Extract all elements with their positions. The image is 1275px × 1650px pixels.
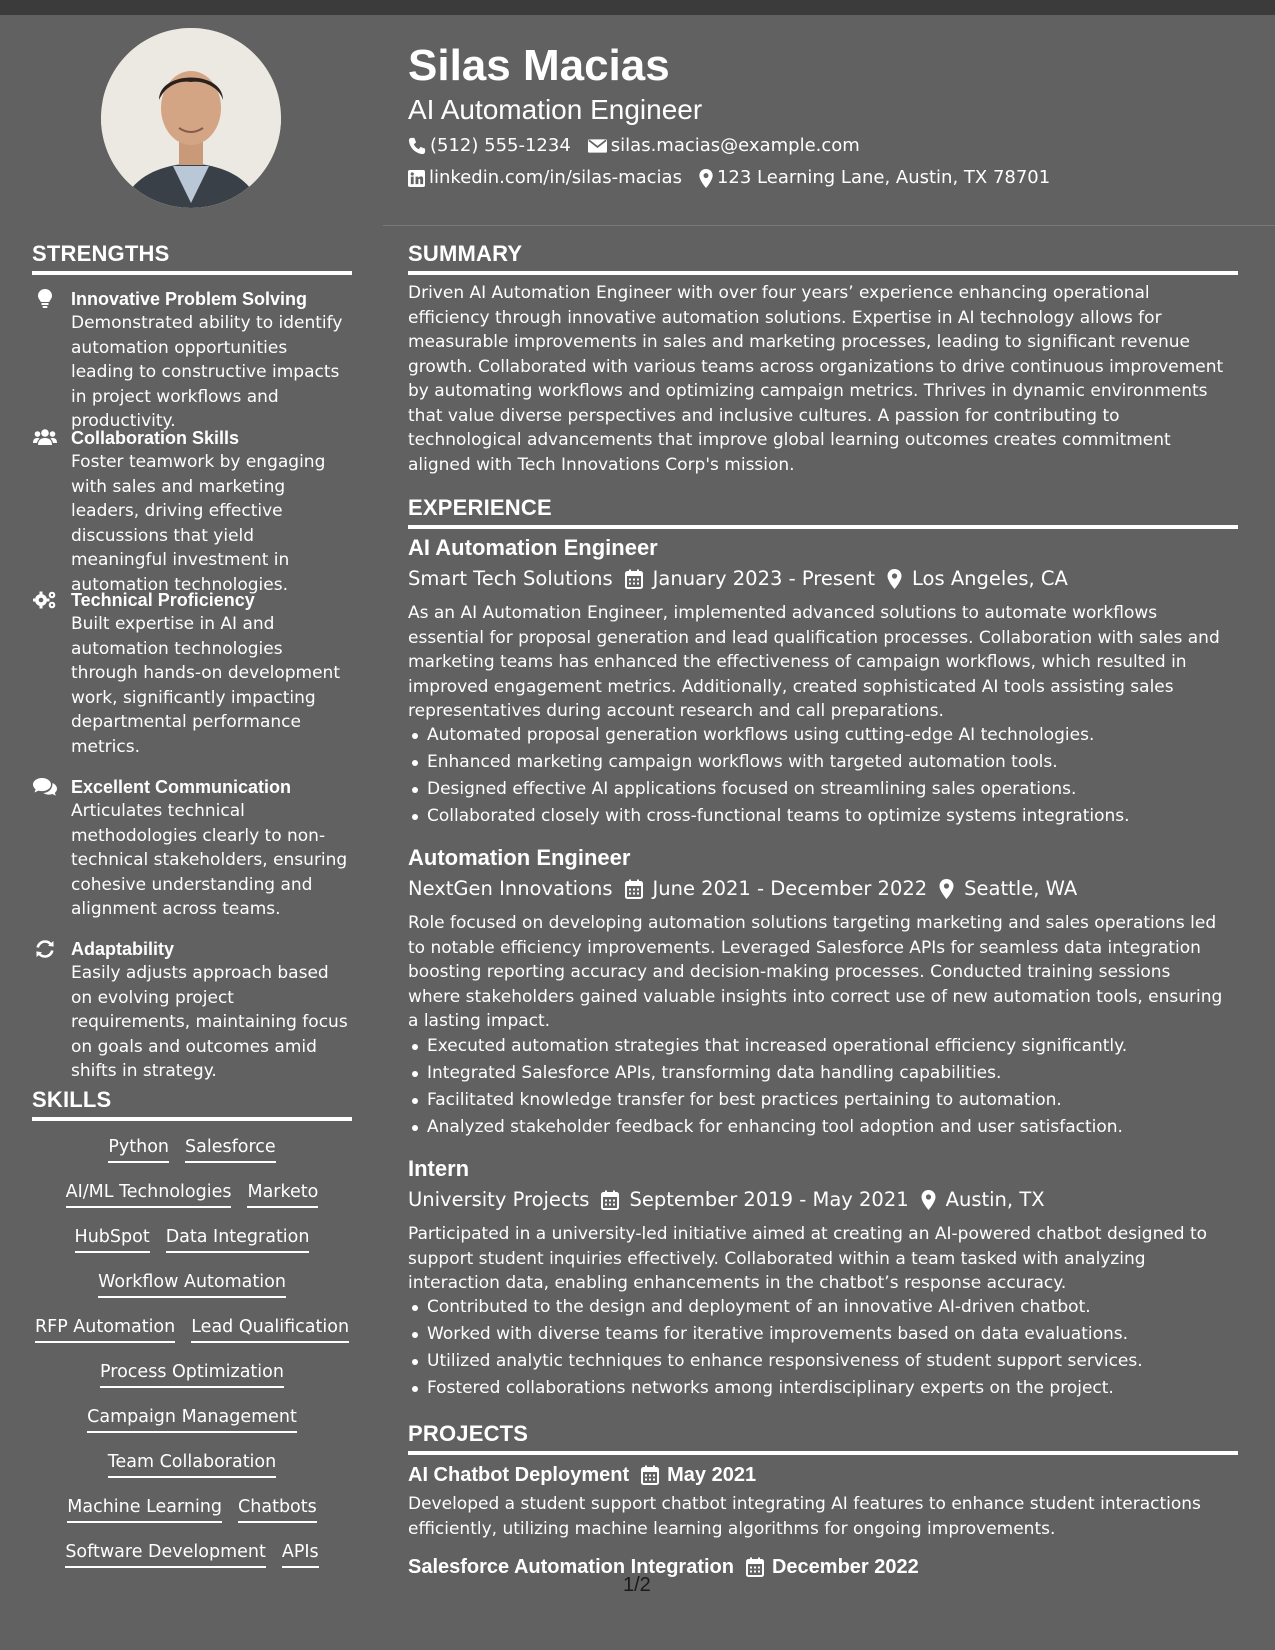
job-bullet: Enhanced marketing campaign workflows with targeted automation tools. <box>408 749 1228 776</box>
skills-row <box>32 1225 352 1253</box>
project-title-row <box>408 1554 919 1580</box>
address-contact <box>699 166 1050 190</box>
strength-desc: Easily adjusts approach based on evolving project requirements, maintaining focus on goals and outcomes amid shifts in strategy. <box>71 963 348 1081</box>
strength-desc: Articulates technical methodologies clearly to non-technical stakeholders, ensuring cohesive understanding and alignment across teams. <box>71 801 348 919</box>
job-bullets <box>408 1033 1228 1141</box>
project-title-row <box>408 1462 756 1488</box>
skills-row <box>32 1180 352 1208</box>
strength-item <box>32 426 352 597</box>
profile-photo <box>101 28 281 208</box>
skill-tag: Marketo <box>247 1180 318 1208</box>
calendar-icon <box>746 1557 764 1577</box>
job-meta <box>408 876 1077 902</box>
job-description: Role focused on developing automation solutions targeting marketing and sales operations led to notable efficiency improvements. Leveraged Salesforce APIs for seamless data integration boosting reporting accuracy and decision-making processes. Conducted training sessions where stakeholders gained valuable insights into correct use of new automation tools, ensuring a lasting impact. <box>408 913 1223 1031</box>
address-text: 123 Learning Lane, Austin, TX 78701 <box>716 167 1051 188</box>
linkedin-text: linkedin.com/in/silas-macias <box>429 167 682 188</box>
job-meta <box>408 1187 1045 1213</box>
contact-row-1 <box>408 134 877 158</box>
skills-row <box>32 1540 352 1568</box>
experience-heading: EXPERIENCE <box>408 495 552 520</box>
job-bullet: Designed effective AI applications focused on streamlining sales operations. <box>408 776 1228 803</box>
calendar-icon <box>625 569 643 589</box>
strength-title: Innovative Problem Solving <box>71 289 308 309</box>
comments-icon <box>32 777 58 797</box>
job-dates: January 2023 - Present <box>652 567 876 590</box>
linkedin-icon <box>408 170 425 187</box>
gears-icon <box>32 590 58 610</box>
skill-tag: Team Collaboration <box>108 1450 276 1478</box>
job-title: AI Automation Engineer <box>408 535 658 560</box>
job-location: Austin, TX <box>945 1188 1045 1211</box>
job-description: As an AI Automation Engineer, implemented advanced solutions to automate workflows essential for proposal generation and lead qualification processes. Collaboration with sales and marketing teams has enhanced the effectiveness of campaign workflows, which resulted in improved engagement metrics. Additionally, created sophisticated AI tools assisting sales representatives during account research and call preparations. <box>408 603 1220 721</box>
users-icon <box>32 428 58 448</box>
projects-heading: PROJECTS <box>408 1421 529 1446</box>
skill-tag: Salesforce <box>185 1135 276 1163</box>
projects-rule <box>408 1451 1238 1455</box>
map-pin-icon <box>699 169 713 188</box>
job-company: University Projects <box>408 1188 590 1211</box>
skills-row <box>32 1135 352 1163</box>
phone-contact[interactable] <box>408 134 571 158</box>
phone-text: (512) 555-1234 <box>430 135 571 156</box>
skills-row <box>32 1360 352 1388</box>
strength-title: Collaboration Skills <box>71 428 240 448</box>
linkedin-contact[interactable] <box>408 166 682 190</box>
skill-tag: Process Optimization <box>100 1360 284 1388</box>
strength-title: Adaptability <box>71 939 175 959</box>
skill-tag: RFP Automation <box>35 1315 175 1343</box>
summary-text: Driven AI Automation Engineer with over four years’ experience enhancing operational efficiency through innovative automation solutions. Expertise in AI technology allows for measurable improvements in sales and marketing processes, leading to significant revenue growth. Collaborated with various teams across organizations to drive continuous improvement by automating workflows and optimizing campaign metrics. Thrives in dynamic environments that value diverse perspectives and inclusive cultures. A passion for contributing to technological advancements that improve global learning outcomes creates commitment aligned with Tech Innovations Corp's mission. <box>408 283 1224 475</box>
project-description: Developed a student support chatbot integrating AI features to enhance student interactions efficiently, utilizing machine learning algorithms for ongoing improvements. <box>408 1494 1201 1539</box>
map-pin-icon <box>939 879 954 899</box>
skills-row <box>32 1495 352 1523</box>
calendar-icon <box>625 879 643 899</box>
skill-tag: Data Integration <box>166 1225 310 1253</box>
email-text: silas.macias@example.com <box>610 135 860 156</box>
strength-desc: Demonstrated ability to identify automation opportunities leading to constructive impacts in project workflows and productivity. <box>71 313 343 431</box>
candidate-role: AI Automation Engineer <box>408 94 703 125</box>
job-bullet: Executed automation strategies that increased operational efficiency significantly. <box>408 1033 1228 1060</box>
skill-tag: Python <box>108 1135 169 1163</box>
job-bullet: Facilitated knowledge transfer for best practices pertaining to automation. <box>408 1087 1228 1114</box>
summary-heading: SUMMARY <box>408 241 523 266</box>
skill-tag: Chatbots <box>238 1495 317 1523</box>
strengths-rule <box>32 271 352 275</box>
map-pin-icon <box>887 569 902 589</box>
calendar-icon <box>641 1465 659 1485</box>
skill-tag: AI/ML Technologies <box>66 1180 232 1208</box>
skills-row <box>32 1450 352 1478</box>
job-bullet: Utilized analytic techniques to enhance responsiveness of student support services. <box>408 1348 1228 1375</box>
job-company: NextGen Innovations <box>408 877 613 900</box>
lightbulb-icon <box>32 289 58 309</box>
skill-tag: Workflow Automation <box>98 1270 286 1298</box>
experience-rule <box>408 525 1238 529</box>
viewer-top-bar <box>0 0 1275 15</box>
strength-item <box>32 937 352 1084</box>
skill-tag: Lead Qualification <box>191 1315 349 1343</box>
job-bullet: Fostered collaborations networks among interdisciplinary experts on the project. <box>408 1375 1228 1402</box>
strength-title: Technical Proficiency <box>71 590 255 610</box>
job-title: Automation Engineer <box>408 845 631 870</box>
strength-desc: Foster teamwork by engaging with sales and marketing leaders, driving effective discussions that yield meaningful investment in automation technologies. <box>71 452 326 595</box>
job-bullet: Collaborated closely with cross-functional teams to optimize systems integrations. <box>408 803 1228 830</box>
job-bullet: Worked with diverse teams for iterative improvements based on data evaluations. <box>408 1321 1228 1348</box>
strength-item <box>32 775 352 922</box>
skill-tag: HubSpot <box>75 1225 150 1253</box>
skills-rule <box>32 1117 352 1121</box>
skill-tag: Campaign Management <box>87 1405 297 1433</box>
map-pin-icon <box>921 1190 936 1210</box>
job-company: Smart Tech Solutions <box>408 567 613 590</box>
strengths-heading: STRENGTHS <box>32 241 170 266</box>
candidate-name: Silas Macias <box>408 41 670 90</box>
job-bullets <box>408 1294 1228 1402</box>
job-bullet: Analyzed stakeholder feedback for enhancing tool adoption and user satisfaction. <box>408 1114 1228 1141</box>
skills-row <box>32 1270 352 1298</box>
strength-desc: Built expertise in AI and automation technologies through hands-on development work, significantly impacting departmental performance metrics. <box>71 614 340 757</box>
job-meta <box>408 566 1068 592</box>
envelope-icon <box>588 138 607 154</box>
contact-row-2 <box>408 166 1067 190</box>
page-number: 1/2 <box>623 1574 651 1596</box>
strength-item <box>32 287 352 434</box>
skills-row <box>32 1405 352 1433</box>
project-title: Salesforce Automation Integration <box>408 1556 734 1578</box>
calendar-icon <box>601 1190 619 1210</box>
job-title: Intern <box>408 1156 470 1181</box>
email-contact[interactable] <box>588 134 860 158</box>
skill-tag: Software Development <box>65 1540 266 1568</box>
job-description: Participated in a university-led initiative aimed at creating an AI-powered chatbot designed to support student inquiries effectively. Collaborated within a team tasked with analyzing interaction data, enabling enhancements in the chatbot’s response accuracy. <box>408 1224 1208 1293</box>
job-dates: June 2021 - December 2022 <box>652 877 928 900</box>
job-location: Seattle, WA <box>964 877 1078 900</box>
project-date: May 2021 <box>667 1464 757 1486</box>
job-bullet: Automated proposal generation workflows using cutting-edge AI technologies. <box>408 722 1228 749</box>
summary-rule <box>408 271 1238 275</box>
strength-item <box>32 588 352 759</box>
project-date: December 2022 <box>771 1556 919 1578</box>
job-bullet: Contributed to the design and deployment of an innovative AI-driven chatbot. <box>408 1294 1228 1321</box>
skills-row <box>32 1315 352 1343</box>
job-bullets <box>408 722 1228 830</box>
skills-heading: SKILLS <box>32 1087 112 1112</box>
skill-tag: Machine Learning <box>67 1495 222 1523</box>
project-title: AI Chatbot Deployment <box>408 1464 630 1486</box>
job-location: Los Angeles, CA <box>912 567 1068 590</box>
strength-title: Excellent Communication <box>71 777 292 797</box>
phone-icon <box>408 137 426 155</box>
skill-tag: APIs <box>282 1540 319 1568</box>
job-bullet: Integrated Salesforce APIs, transforming data handling capabilities. <box>408 1060 1228 1087</box>
header-divider <box>383 225 1275 226</box>
sync-icon <box>32 939 58 959</box>
job-dates: September 2019 - May 2021 <box>629 1188 909 1211</box>
